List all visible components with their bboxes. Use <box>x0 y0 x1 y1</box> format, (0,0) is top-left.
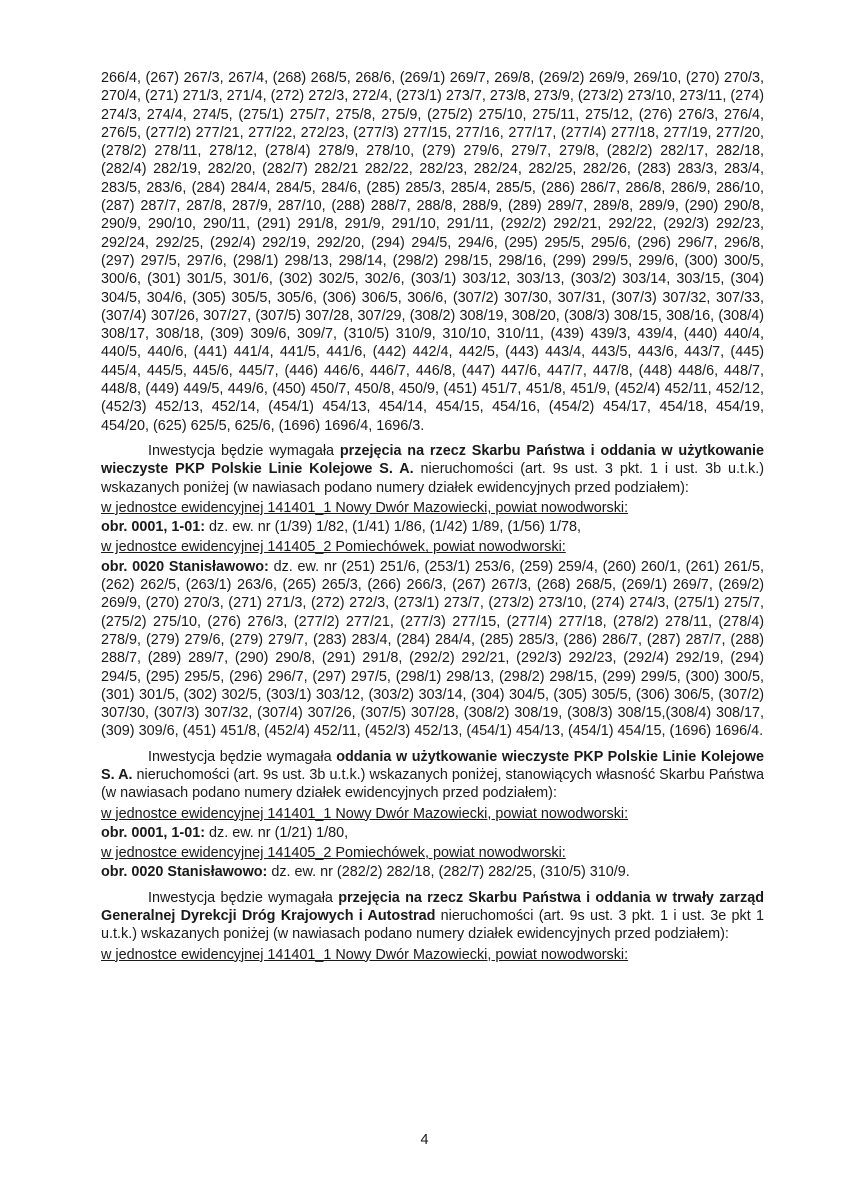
obr-0001-parcels-1 <box>101 518 764 536</box>
unit-heading-nowy-dwor-3: w jednostce ewidencyjnej 141401_1 Nowy Dwór Mazowiecki, powiat nowodworski: <box>101 946 629 963</box>
unit-heading-nowy-dwor-2: w jednostce ewidencyjnej 141401_1 Nowy Dwór Mazowiecki, powiat nowodworski: <box>101 805 629 822</box>
obr-0020-parcels-1 <box>101 558 764 741</box>
text-run: nieruchomości (art. 9s ust. 3 pkt. 1 i ust. 3b u.t.k.) wskazanych poniżej (w nawiasach podano numery działek ewidencyjnych przed podziałem): <box>101 461 764 496</box>
investment-paragraph-gddkia <box>101 889 764 944</box>
text-run-bold: przejęcia na rzecz Skarbu Państwa i oddania w użytkowanie wieczyste PKP Polskie Linie Kolejowe S. A. <box>101 442 764 478</box>
obr-label: obr. 0001, 1-01: <box>101 824 205 841</box>
parcel-list-continuation: 266/4, (267) 267/3, 267/4, (268) 268/5, 268/6, (269/1) 269/7, 269/8, (269/2) 269/9, 269/10, (270) 270/3, 270/4, (271) 271/3, 271/4, (272) 272/3, 272/4, (273/1) 273/7, 273/8, 273/9, (273/2) 273/10, 273/11, (274) 274/3, 274/4, 274/5, (275/1) 275/7, 275/8, 275/9, (275/2) 275/10, 275/11, 275/12, (276) 276/3, 276/4, 276/5, (277/2) 277/21, 277/22, 272/23, (277/3) 277/15, 277/16, 277/17, (277/4) 277/18, 277/19, 277/20, (278/2) 278/11, 278/12, (278/4) 278/9, 278/10, (279) 279/6, 279/7, 279/8, (282/2) 282/17, 282/18, (282/4) 282/19, 282/20, (282/7) 282/21 282/22, 282/23, 282/24, 282/25, 282/26, (283) 283/3, 283/4, 283/5, 283/6, (284) 284/4, 284/5, 284/6, (285) 285/3, 285/4, 285/5, (286) 286/7, 286/8, 286/9, 286/10, (287) 287/7, 287/8, 287/9, 287/10, (288) 288/7, 288/8, 288/9, (289) 289/7, 289/8, 289/9, (290) 290/8, 290/9, 290/10, 290/11, (291) 291/8, 291/9, 291/10, 291/11, (292/2) 292/21, 292/22, (292/3) 292/23, 292/24, 292/25, (292/4) 292/19, 292/20, (294) 294/5, 294/6, (295) 295/5, 295/6, (296) 296/7, 296/8, (297) 297/5, 297/6, (298/1) 298/13, 298/14, (298/2) 298/15, 298/16, (299) 299/5, 299/6, (300) 300/5, 300/6, (301) 301/5, 301/6, (302) 302/5, 302/6, (303/1) 303/12, 303/13, (303/2) 303/14, 303/15, (304) 304/5, 304/6, (305) 305/5, 305/6, (306) 306/5, 306/6, (307/2) 307/30, 307/31, (307/3) 307/32, 307/33, (307/4) 307/26, 307/27, (307/5) 307/28, 307/29, (308/2) 308/19, 308/20, (308/3) 308/15, 308/16, (308/4) 308/17, 308/18, (309) 309/6, 309/7, (310/5) 310/9, 310/10, 310/11, (439) 439/3, 439/4, (440) 440/4, 440/5, 440/6, (441) 441/4, 441/5, 441/6, (442) 442/4, 442/5, (443) 443/4, 443/5, 443/6, 443/7, (445) 445/4, 445/5, 445/6, 445/7, (446) 446/6, 446/7, 446/8, (447) 447/6, 447/7, 447/8, (448) 448/6, 448/7, 448/8, (449) 449/5, 449/6, (450) 450/7, 450/8, 450/9, (451) 451/7, 451/8, 451/9, (452/4) 452/11, 452/12, (452/3) 452/13, 452/14, (454/1) 454/13, 454/14, 454/15, 454/16, (454/2) 454/17, 454/18, 454/19, 454/20, (625) 625/5, 625/6, (1696) 1696/4, 1696/3. <box>101 70 764 434</box>
obr-label: obr. 0020 Stanisławowo: <box>101 864 268 881</box>
text-run-bold: oddania w użytkowanie wieczyste PKP Polskie Linie Kolejowe S. A. <box>101 748 764 783</box>
obr-0001-parcels-2 <box>101 824 764 842</box>
parcel-numbers: dz. ew. nr (251) 251/6, (253/1) 253/6, (259) 259/4, (260) 260/1, (261) 261/5, (262) 262/5, (263/1) 263/6, (265) 265/3, (266) 266/3, (267) 267/3, (268) 268/5, (269/1) 269/7, (269/2) 269/9, (270) 270/3, (271) 271/3, (272) 272/3, (273/1) 273/7, (273/2) 273/10, (274) 274/3, (275/1) 275/7, (275/2) 275/10, (276) 276/3, (277/2) 277/21, (277/3) 277/15, (277/4) 277/18, (278/2) 278/11, (278/4) 278/9, (279) 279/6, (279) 279/7, (283) 283/4, (284) 284/4, (285) 285/3, (286) 286/7, (287) 287/7, (288) 288/7, (289) 289/7, (290) 290/8, (291) 291/8, (292/2) 292/21, (292/3) 292/23, (292/4) 292/19, (294) 294/5, (295) 295/5, (296) 296/7, (297) 297/5, (298/1) 298/13, (298/2) 298/15, (299) 299/5, (300) 300/5, (301) 301/5, (302) 302/5, (303/1) 303/12, (303/2) 303/14, (304) 304/5, (305) 305/5, (306) 306/5, (307/2) 307/30, (307/3) 307/32, (307/4) 307/26, (307/5) 307/28, (308/2) 308/19, (308/3) 308/15,(308/4) 308/17, (309) 309/6, (451) 451/8, (452/4) 452/11, (452/3) 452/13, (454/1) 454/13, (454/1) 454/15, (1696) 1696/4. <box>101 558 765 740</box>
text-run: Inwestycja będzie wymagała <box>148 442 340 459</box>
text-run: Inwestycja będzie wymagała <box>148 889 339 906</box>
obr-0020-parcels-2 <box>101 863 764 881</box>
unit-heading-pomiechowek-2: w jednostce ewidencyjnej 141405_2 Pomiechówek, powiat nowodworski: <box>101 845 566 862</box>
unit-heading-pomiechowek-1: w jednostce ewidencyjnej 141405_2 Pomiechówek, powiat nowodworski: <box>101 539 566 556</box>
document-content <box>101 69 764 964</box>
parcel-numbers: dz. ew. nr (1/39) 1/82, (1/41) 1/86, (1/42) 1/89, (1/56) 1/78, <box>205 519 581 536</box>
parcel-numbers: dz. ew. nr (1/21) 1/80, <box>205 824 349 841</box>
text-run: nieruchomości (art. 9s ust. 3b u.t.k.) wskazanych poniżej, stanowiących własność Skarbu Państwa (w nawiasach podano numery działek ewidencyjnych przed podziałem): <box>101 766 765 802</box>
page-footer <box>0 1131 849 1149</box>
page-number: 4 <box>420 1132 429 1148</box>
parcel-numbers: dz. ew. nr (282/2) 282/18, (282/7) 282/25, (310/5) 310/9. <box>267 864 630 881</box>
investment-paragraph-pkp-transfer <box>101 442 764 497</box>
text-run: Inwestycja będzie wymagała <box>148 748 337 765</box>
obr-label: obr. 0020 Stanisławowo: <box>101 558 269 575</box>
obr-label: obr. 0001, 1-01: <box>101 519 205 536</box>
unit-heading-nowy-dwor-1: w jednostce ewidencyjnej 141401_1 Nowy Dwór Mazowiecki, powiat nowodworski: <box>101 499 629 516</box>
text-run: nieruchomości (art. 9s ust. 3 pkt. 1 i ust. 3e pkt 1 u.t.k.) wskazanych poniżej (w nawiasach podano numery działek ewidencyjnych przed podziałem): <box>101 908 764 943</box>
text-run-bold: przejęcia na rzecz Skarbu Państwa i oddania w trwały zarząd Generalnej Dyrekcji Dróg Krajowych i Autostrad <box>101 889 765 925</box>
investment-paragraph-pkp-usufruct <box>101 748 764 803</box>
